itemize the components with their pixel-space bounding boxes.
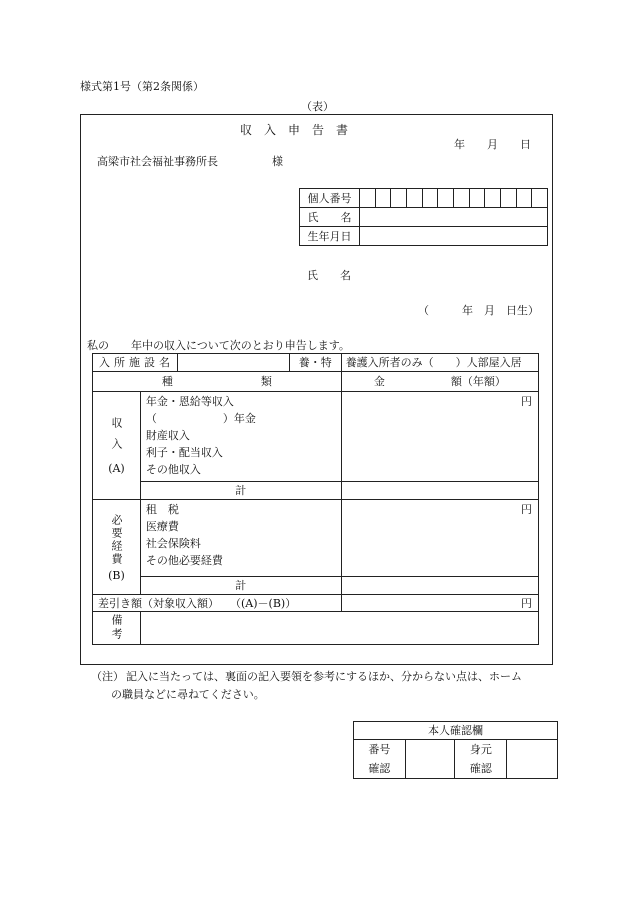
digit-box[interactable] bbox=[500, 189, 516, 208]
net-label: 差引き額（対象収入額） （(A)－(B)） bbox=[93, 595, 342, 612]
expense-item: 租 税 bbox=[145, 503, 179, 516]
identity-confirm-line: 確認 bbox=[469, 762, 492, 775]
remarks-label bbox=[93, 612, 141, 645]
digit-box[interactable] bbox=[469, 189, 485, 208]
income-item: その他収入 bbox=[145, 463, 201, 476]
expense-amount[interactable] bbox=[341, 500, 538, 577]
birthdate-field[interactable] bbox=[360, 227, 548, 246]
digit-box[interactable] bbox=[532, 189, 548, 208]
expense-total-label: 計 bbox=[140, 577, 341, 595]
form-title: 収 入 申 告 書 bbox=[240, 123, 349, 137]
number-confirm-line: 番号 bbox=[368, 743, 391, 756]
income-total-amount[interactable] bbox=[341, 482, 538, 500]
net-yen: 円 bbox=[521, 596, 532, 610]
category-header: 種 類 bbox=[93, 372, 342, 392]
confirm-table bbox=[353, 721, 558, 779]
name-label: 氏 名 bbox=[300, 208, 360, 227]
personal-number-label: 個人番号 bbox=[300, 189, 360, 208]
expense-total-amount[interactable] bbox=[341, 577, 538, 595]
identity-confirm-line: 身元 bbox=[469, 743, 492, 756]
income-yen: 円 bbox=[521, 395, 532, 408]
applicant-name-label: 氏 名 bbox=[307, 269, 351, 282]
form-number-label: 様式第1号（第2条関係） bbox=[80, 80, 204, 93]
addressee: 高梁市社会福祉事務所長 bbox=[97, 155, 218, 168]
income-label bbox=[93, 392, 141, 500]
income-item: （ ）年金 bbox=[145, 412, 256, 425]
expense-sub-label: (B) bbox=[108, 568, 125, 582]
expense-item: 社会保険料 bbox=[145, 537, 201, 550]
digit-box[interactable] bbox=[485, 189, 501, 208]
birthdate-label: 生年月日 bbox=[300, 227, 360, 246]
note-line-1: 記入に当たっては、裏面の記入要領を参考にするほか、分からない点は、ホーム bbox=[126, 670, 522, 683]
type-label: 養・特 bbox=[289, 354, 341, 372]
income-item: 年金・恩給等収入 bbox=[145, 395, 234, 408]
number-confirm-label bbox=[354, 740, 406, 779]
remarks-label-text: 備考 bbox=[109, 614, 123, 642]
income-label-text: 収入 bbox=[109, 417, 123, 459]
net-amount[interactable] bbox=[341, 595, 538, 612]
expense-yen: 円 bbox=[521, 503, 532, 516]
income-sub-label: (A) bbox=[108, 462, 125, 475]
note-line-2: の職員などに尋ねてください。 bbox=[111, 688, 265, 701]
amount-header: 金 額（年額） bbox=[341, 372, 538, 392]
digit-box[interactable] bbox=[360, 189, 376, 208]
expense-label-text: 必要経費 bbox=[109, 513, 123, 566]
digit-box[interactable] bbox=[406, 189, 422, 208]
digit-box[interactable] bbox=[516, 189, 532, 208]
number-confirm-field[interactable] bbox=[405, 740, 455, 779]
expense-item: 医療費 bbox=[145, 520, 179, 533]
number-confirm-line: 確認 bbox=[368, 762, 391, 775]
income-item: 財産収入 bbox=[145, 429, 190, 442]
note-prefix: （注） bbox=[91, 670, 124, 683]
digit-box[interactable] bbox=[422, 189, 438, 208]
date-line: 年 月 日 bbox=[454, 138, 531, 151]
expense-label bbox=[93, 500, 141, 595]
digit-box[interactable] bbox=[391, 189, 407, 208]
facility-label: 入所施設名 bbox=[93, 354, 178, 372]
income-amount[interactable] bbox=[341, 392, 538, 482]
intro-text: 私の 年中の収入について次のとおり申告します。 bbox=[87, 339, 350, 352]
front-side-label: （表） bbox=[301, 100, 334, 113]
confirm-title: 本人確認欄 bbox=[354, 722, 558, 740]
income-item: 利子・配当収入 bbox=[145, 446, 223, 459]
income-items bbox=[140, 392, 341, 482]
digit-box[interactable] bbox=[375, 189, 391, 208]
applicant-birth: （ 年 月 日生） bbox=[418, 304, 539, 317]
identity-confirm-field[interactable] bbox=[507, 740, 558, 779]
income-total-label: 計 bbox=[140, 482, 341, 500]
facility-field[interactable] bbox=[177, 354, 289, 372]
digit-box[interactable] bbox=[438, 189, 454, 208]
resident-label: 養護入所者のみ（ ）人部屋入居 bbox=[341, 354, 538, 372]
remarks-field[interactable] bbox=[140, 612, 538, 645]
income-table bbox=[92, 353, 539, 645]
expense-item: その他必要経費 bbox=[145, 554, 223, 567]
addressee-suffix: 様 bbox=[272, 155, 283, 168]
name-field[interactable] bbox=[360, 208, 548, 227]
identity-confirm-label bbox=[455, 740, 507, 779]
id-table bbox=[299, 188, 548, 246]
digit-box[interactable] bbox=[453, 189, 469, 208]
expense-items bbox=[140, 500, 341, 577]
